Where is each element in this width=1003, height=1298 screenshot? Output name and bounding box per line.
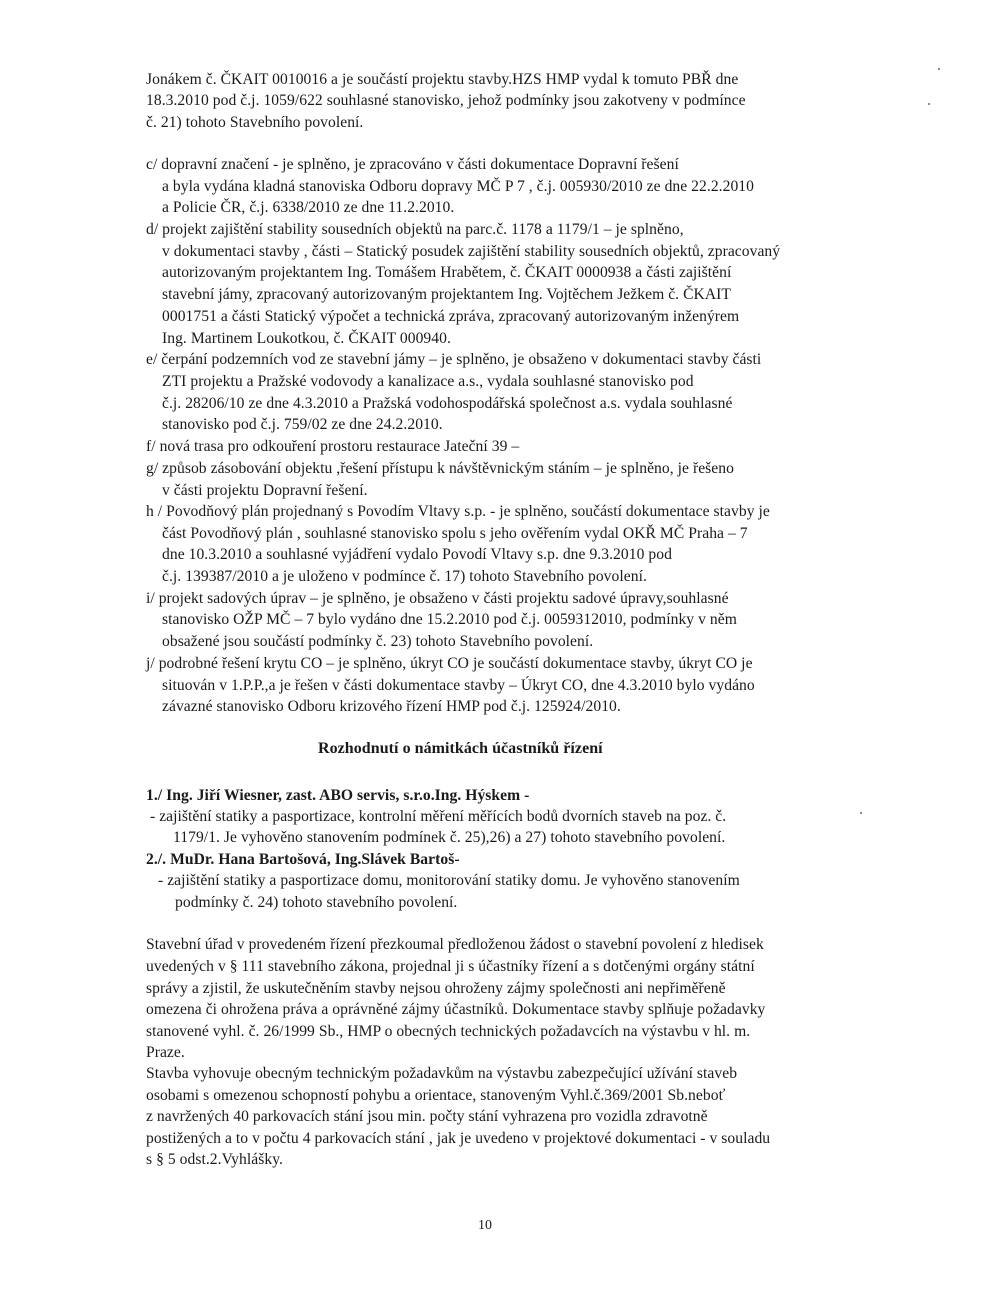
intro-line-3: č. 21) tohoto Stavebního povolení. [146, 114, 364, 131]
objection-2-title: 2./. MuDr. Hana Bartošová, Ing.Slávek Bartoš- [146, 851, 460, 868]
condition-line: i/ projekt sadových úprav – je splněno, je obsaženo v části projektu sadové úpravy,souhlasné [146, 590, 729, 607]
objection-1-line: - zajištění statiky a pasportizace, kontrolní měření měřících bodů dvorních staveb na poz. č. [150, 808, 727, 825]
condition-line: f/ nová trasa pro odkouření prostoru restaurace Jateční 39 – [146, 438, 520, 455]
condition-line: a byla vydána kladná stanoviska Odboru dopravy MČ P 7 , č.j. 005930/2010 ze dne 22.2.2010 [162, 178, 755, 195]
condition-line: č.j. 139387/2010 a je uloženo v podmínce č. 17) tohoto Stavebního povolení. [162, 568, 647, 585]
closing-line: uvedených v § 111 stavebního zákona, projednal ji s účastníky řízení a s dotčenými orgány státní [146, 958, 755, 975]
closing-line: stanovené vyhl. č. 26/1999 Sb., HMP o obecných technických požadavcích na výstavbu v hl. m. [146, 1023, 751, 1040]
closing-line: z navržených 40 parkovacích stání jsou min. počty stání vyhrazena pro vozidla zdravotně [146, 1108, 708, 1125]
condition-line: závazné stanovisko Odboru krizového řízení HMP pod č.j. 125924/2010. [162, 698, 621, 715]
condition-line: d/ projekt zajištění stability sousedních objektů na parc.č. 1178 a 1179/1 – je splněno, [146, 221, 684, 238]
condition-line: e/ čerpání podzemních vod ze stavební jámy – je splněno, je obsaženo v dokumentaci stavby části [146, 351, 762, 368]
closing-line: osobami s omezenou schopností pohybu a orientace, stanoveným Vyhl.č.369/2001 Sb.neboť [146, 1087, 726, 1104]
condition-line: situován v 1.P.P.,a je řešen v části dokumentace stavby – Úkryt CO, dne 4.3.2010 bylo vydáno [162, 677, 755, 694]
condition-line: stanovisko OŽP MČ – 7 bylo vydáno dne 15.2.2010 pod č.j. 0059312010, podmínky v něm [162, 611, 737, 628]
closing-line: Stavební úřad v provedeném řízení přezkoumal předloženou žádost o stavební povolení z hledisek [146, 936, 764, 953]
intro-line-2: 18.3.2010 pod č.j. 1059/622 souhlasné stanovisko, jehož podmínky jsou zakotveny v podmínce [146, 92, 746, 109]
condition-line: g/ způsob zásobování objektu ,řešení přístupu k návštěvnickým stáním – je splněno, je řešeno [146, 460, 734, 477]
scan-speck [860, 812, 862, 814]
condition-line: v části projektu Dopravní řešení. [162, 482, 368, 499]
condition-line: část Povodňový plán , souhlasné stanovisko spolu s jeho ověřením vydal OKŘ MČ Praha – 7 [162, 525, 748, 542]
condition-line: Ing. Martinem Loukotkou, č. ČKAIT 000940. [162, 330, 451, 347]
objection-2-line: - zajištění statiky a pasportizace domu, monitorování statiky domu. Je vyhověno stanovením [158, 872, 740, 889]
closing-line: postižených a to v počtu 4 parkovacích stání , jak je uvedeno v projektové dokumentaci - v souladu [146, 1130, 771, 1147]
closing-line: Stavba vyhovuje obecným technickým požadavkům na výstavbu zabezpečující užívání staveb [146, 1065, 738, 1082]
objection-1-line: 1179/1. Je vyhověno stanovením podmínek č. 25),26) a 27) tohoto stavebního povolení. [173, 829, 726, 846]
closing-line: s § 5 odst.2.Vyhlášky. [146, 1151, 283, 1168]
scan-speck [938, 68, 940, 70]
objection-2-line: podmínky č. 24) tohoto stavebního povolení. [175, 894, 458, 911]
condition-line: j/ podrobné řešení krytu CO – je splněno, úkryt CO je součástí dokumentace stavby, úkryt CO je [146, 655, 753, 672]
page-number: 10 [478, 1218, 492, 1233]
condition-line: a Policie ČR, č.j. 6338/2010 ze dne 11.2.2010. [162, 199, 455, 216]
condition-line: c/ dopravní značení - je splněno, je zpracováno v části dokumentace Dopravní řešení [146, 156, 679, 173]
condition-line: stavební jámy, zpracovaný autorizovaným projektantem Ing. Vojtěchem Ježkem č. ČKAIT [162, 286, 731, 303]
condition-line: autorizovaným projektantem Ing. Tomášem Hrabětem, č. ČKAIT 0000938 a části zajištění [162, 264, 732, 281]
condition-line: 0001751 a části Statický výpočet a technická zpráva, zpracovaný autorizovaným inženýrem [162, 308, 740, 325]
intro-line-1: Jonákem č. ČKAIT 0010016 a je součástí projektu stavby.HZS HMP vydal k tomuto PBŘ dne [146, 71, 739, 88]
condition-line: v dokumentaci stavby , části – Statický posudek zajištění stability sousedních objektů, zpracovaný [162, 243, 781, 260]
closing-line: omezena či ohrožena práva a oprávněné zájmy účastníků. Dokumentace stavby splňuje požadavky [146, 1001, 766, 1018]
condition-line: stanovisko pod č.j. 759/02 ze dne 24.2.2010. [162, 416, 443, 433]
scan-speck [928, 103, 930, 105]
condition-line: č.j. 28206/10 ze dne 4.3.2010 a Pražská vodohospodářská společnost a.s. vydala souhlasné [162, 395, 733, 412]
condition-line: dne 10.3.2010 a souhlasné vyjádření vydalo Povodí Vltavy s.p. dne 9.3.2010 pod [162, 546, 672, 563]
condition-line: obsažené jsou součástí podmínky č. 23) tohoto Stavebního povolení. [162, 633, 594, 650]
objection-1-title: 1./ Ing. Jiří Wiesner, zast. ABO servis, s.r.o.Ing. Hýskem - [146, 787, 530, 804]
closing-line: Praze. [146, 1044, 185, 1061]
condition-line: ZTI projektu a Pražské vodovody a kanalizace a.s., vydala souhlasné stanovisko pod [162, 373, 694, 390]
section-heading: Rozhodnutí o námitkách účastníků řízení [318, 740, 603, 757]
closing-line: správy a zjistil, že uskutečněním stavby nejsou ohroženy zájmy společnosti ani nepřiměřeně [146, 980, 726, 997]
condition-line: h / Povodňový plán projednaný s Povodím Vltavy s.p. - je splněno, součástí dokumentace stavby je [146, 503, 770, 520]
